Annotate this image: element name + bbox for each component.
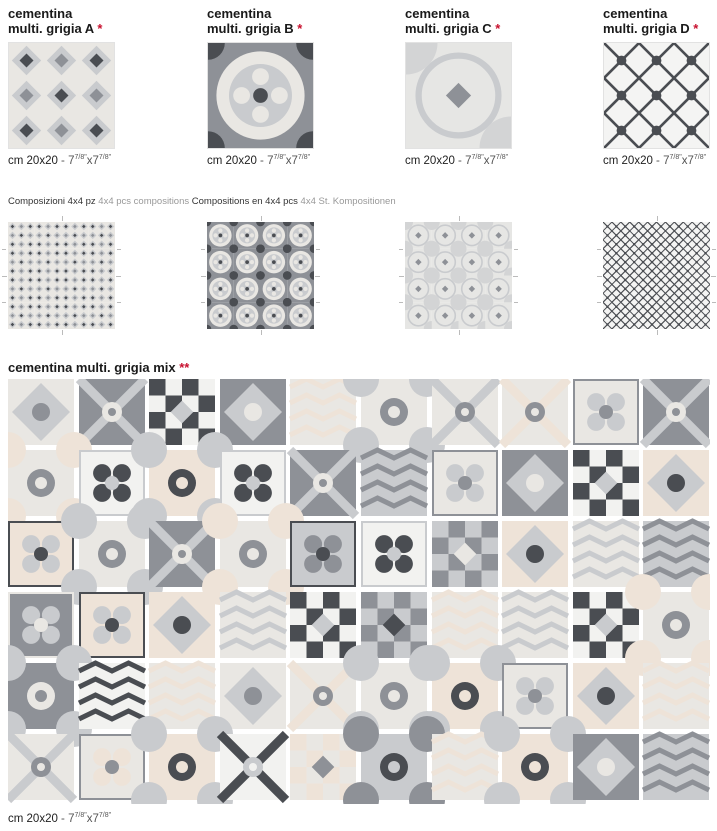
mix-tile [502,450,568,516]
crop-mark [261,216,262,221]
size-frac-a: 7/8" [669,154,682,161]
crop-mark [117,302,121,303]
size-imperial-a: 7 [68,813,75,825]
composition-4x4-d [603,222,710,329]
size-imperial-a: 7 [465,155,472,167]
mix-tile [643,734,709,800]
crop-mark [514,302,518,303]
crop-mark [513,276,518,277]
mix-tile [643,379,709,445]
crop-mark [459,330,460,335]
crop-mark [201,249,205,250]
caption-fr: Compositions en 4x4 pcs [191,196,298,207]
mix-title-star: ** [179,360,190,375]
crop-mark [201,276,206,277]
size-metric: cm 20x20 [8,813,58,825]
mix-tile [79,379,145,445]
mix-tile [573,521,639,587]
crop-mark [657,216,658,221]
crop-mark [711,276,716,277]
size-frac-b: 7/8" [98,812,112,819]
mix-tile [573,379,639,445]
product-title-b [207,6,302,36]
mix-title [8,360,189,375]
size-metric: cm 20x20 [603,155,653,167]
crop-mark [116,276,121,277]
mix-tile [573,663,639,729]
product-variant: multi. grigia A [8,21,94,36]
crop-mark [597,276,602,277]
size-frac-a: 7/8" [74,812,87,819]
mix-tile [202,503,304,605]
crop-mark [117,249,121,250]
crop-mark [62,330,63,335]
product-title-d [603,6,698,36]
size-frac-b: 7/8" [495,154,509,161]
size-frac-b: 7/8" [693,154,707,161]
mix-tile [484,716,586,804]
mix-size-label [8,812,111,825]
mix-tile [8,734,74,800]
product-variant: multi. grigia C [405,21,492,36]
mix-tile [220,663,286,729]
mix-tile [149,592,215,658]
crop-mark [459,216,460,221]
size-frac-a: 7/8" [273,154,286,161]
size-sep: - [454,155,466,167]
mix-tile [573,450,639,516]
single-tile-c [405,42,512,149]
single-tile-b [207,42,314,149]
size-imperial-b: x7 [86,813,99,825]
mix-tile [79,663,145,729]
product-star: * [693,21,699,36]
mix-tile [220,379,286,445]
size-sep: - [256,155,268,167]
single-tile-a [8,42,115,149]
caption-en: 4x4 pcs compositions [98,196,190,207]
crop-mark [399,302,403,303]
product-name: cementina [405,6,470,21]
size-metric: cm 20x20 [8,155,58,167]
product-variant: multi. grigia D [603,21,690,36]
composition-4x4-a [8,222,115,329]
size-frac-a: 7/8" [74,154,87,161]
composition-4x4-b [207,222,314,329]
mix-tile [502,521,568,587]
crop-mark [597,302,601,303]
mix-tile [343,716,445,804]
crop-mark [657,330,658,335]
crop-mark [712,302,716,303]
size-frac-a: 7/8" [471,154,484,161]
mix-tile [432,450,498,516]
composition-4x4-c [405,222,512,329]
crop-mark [261,330,262,335]
mix-tile [61,503,163,605]
crop-mark [62,216,63,221]
size-imperial-b: x7 [86,155,99,167]
mix-tile [131,716,233,804]
mix-tile [361,521,427,587]
single-tile-d [603,42,710,149]
mix-tile [79,592,145,658]
mix-tile-grid [8,379,710,804]
mix-tile [432,379,498,445]
size-sep: - [652,155,664,167]
size-metric: cm 20x20 [405,155,455,167]
mix-tile [290,592,356,658]
mix-tile [643,663,709,729]
crop-mark [316,302,320,303]
product-star: * [97,21,103,36]
crop-mark [597,249,601,250]
mix-title-text: cementina multi. grigia mix [8,360,176,375]
mix-tile [432,521,498,587]
mix-tile [220,592,286,658]
size-metric: cm 20x20 [207,155,257,167]
crop-mark [712,249,716,250]
product-variant: multi. grigia B [207,21,294,36]
crop-mark [399,276,404,277]
mix-tile [573,734,639,800]
product-title-c [405,6,500,36]
crop-mark [2,249,6,250]
size-imperial-b: x7 [483,155,496,167]
product-name: cementina [8,6,73,21]
crop-mark [399,249,403,250]
mix-tile [290,450,356,516]
size-imperial-a: 7 [267,155,274,167]
crop-mark [2,276,7,277]
size-sep: - [57,155,69,167]
caption-de: 4x4 St. Kompositionen [300,196,396,207]
size-imperial-a: 7 [68,155,75,167]
size-label-a [8,154,111,167]
mix-tile [502,592,568,658]
size-label-b [207,154,310,167]
product-name: cementina [603,6,668,21]
mix-tile [361,450,427,516]
crop-mark [316,249,320,250]
size-label-c [405,154,508,167]
product-star: * [495,21,501,36]
size-frac-b: 7/8" [98,154,112,161]
size-sep: - [57,813,69,825]
crop-mark [315,276,320,277]
product-name: cementina [207,6,272,21]
mix-tile [290,521,356,587]
size-label-d [603,154,706,167]
size-imperial-b: x7 [285,155,298,167]
mix-tile [220,734,286,800]
mix-tile [643,450,709,516]
product-star: * [297,21,303,36]
crop-mark [514,249,518,250]
size-imperial-a: 7 [663,155,670,167]
mix-tile [502,379,568,445]
size-imperial-b: x7 [681,155,694,167]
crop-mark [201,302,205,303]
size-frac-b: 7/8" [297,154,311,161]
product-title-a [8,6,102,36]
caption-it: Composizioni 4x4 pz [8,196,96,207]
compositions-caption [8,196,396,207]
crop-mark [2,302,6,303]
